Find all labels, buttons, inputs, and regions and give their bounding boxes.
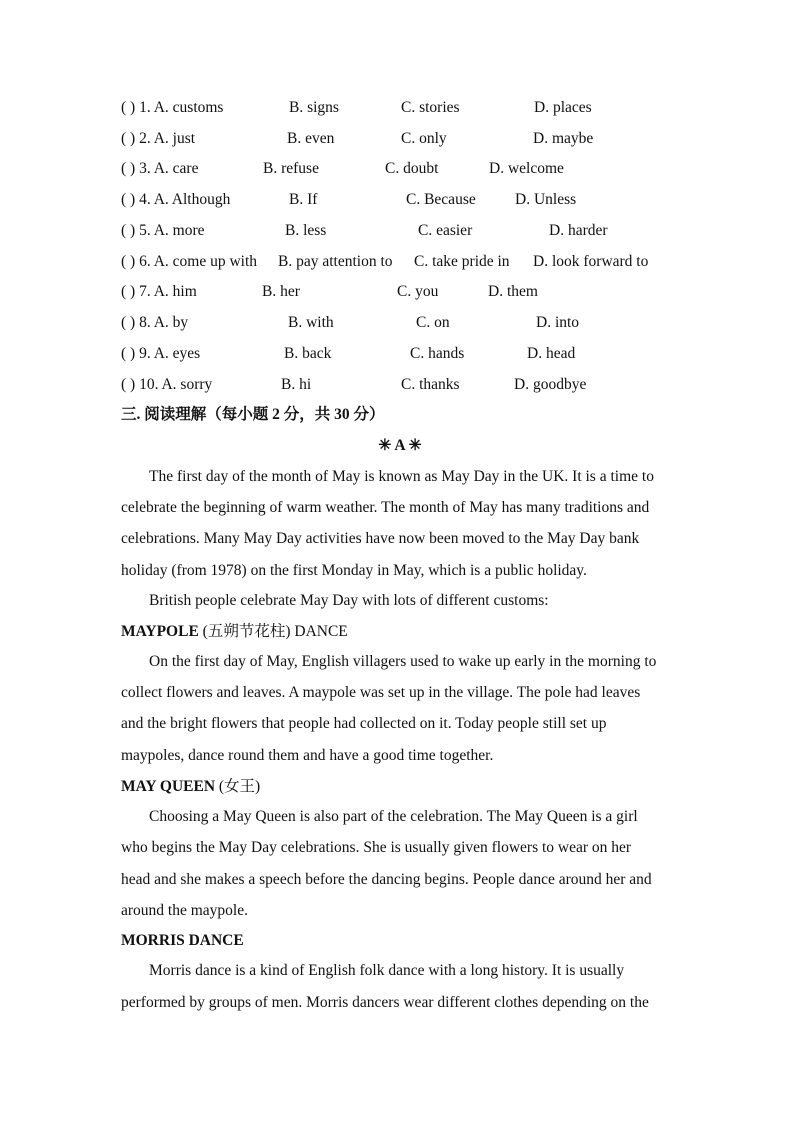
option-c: C. easier [418,222,473,239]
subheading-bold: MORRIS DANCE [121,932,244,949]
passage-line: around the maypole. [121,902,248,919]
subheading-maypole [121,621,681,643]
option-c: C. on [416,314,450,331]
passage-line: who begins the May Day celebrations. She is usually given flowers to wear on her [121,839,632,856]
option-c: C. Because [406,191,476,208]
question-row-7 [121,281,681,303]
option-b: B. even [287,130,335,147]
question-stem: ( ) 4. A. Although [121,191,231,208]
subheading-may-queen [121,776,681,798]
passage-line: holiday (from 1978) on the first Monday in May, which is a public holiday. [121,562,587,579]
option-b: B. with [288,314,334,331]
passage-line: Choosing a May Queen is also part of the celebration. The May Queen is a girl [149,808,638,825]
option-d: D. look forward to [533,253,649,270]
option-b: B. hi [281,376,312,393]
passage-line: celebrate the beginning of warm weather. The month of May has many traditions and [121,499,650,516]
question-stem: ( ) 1. A. customs [121,99,224,116]
option-d: D. them [488,283,538,300]
question-row-8 [121,312,681,334]
question-stem: ( ) 2. A. just [121,130,196,147]
option-c: C. you [397,283,439,300]
passage-line: British people celebrate May Day with lots of different customs: [149,592,549,609]
passage-line: and the bright flowers that people had collected on it. Today people still set up [121,715,607,732]
subheading-bold: MAYPOLE [121,623,199,640]
subheading-bold: MAY QUEEN [121,778,216,795]
option-d: D. places [534,99,592,116]
question-stem: ( ) 6. A. come up with [121,253,258,270]
option-d: D. harder [549,222,608,239]
section-heading: 三. 阅读理解（每小题 2 分，共 30 分） [121,406,385,423]
question-row-1 [121,97,681,119]
passage-line: performed by groups of men. Morris dancers wear different clothes depending on the [121,994,649,1011]
question-stem: ( ) 3. A. care [121,160,199,177]
passage-line: celebrations. Many May Day activities have now been moved to the May Day bank [121,530,640,547]
question-row-6 [121,251,681,273]
passage-line: On the first day of May, English villagers used to wake up early in the morning to [149,653,657,670]
subheading-rest: (女王) [215,778,261,795]
question-row-4 [121,189,681,211]
question-row-2 [121,128,681,150]
option-d: D. head [527,345,576,362]
passage-line: The first day of the month of May is known as May Day in the UK. It is a time to [149,468,654,485]
option-b: B. her [262,283,300,300]
option-c: C. thanks [401,376,460,393]
question-stem: ( ) 9. A. eyes [121,345,201,362]
option-b: B. refuse [263,160,319,177]
option-b: B. If [289,191,318,208]
question-stem: ( ) 5. A. more [121,222,205,239]
subheading-morris-dance [121,930,681,952]
option-d: D. maybe [533,130,594,147]
option-c: C. stories [401,99,460,116]
passage-line: head and she makes a speech before the dancing begins. People dance around her and [121,871,652,888]
question-stem: ( ) 7. A. him [121,283,197,300]
passage-line: collect flowers and leaves. A maypole was set up in the village. The pole had leaves [121,684,641,701]
passage-line: Morris dance is a kind of English folk dance with a long history. It is usually [149,962,625,979]
option-c: C. hands [410,345,465,362]
option-d: D. Unless [515,191,577,208]
question-row-10 [121,374,681,396]
option-b: B. back [284,345,332,362]
passage-line: maypoles, dance round them and have a good time together. [121,747,494,764]
subheading-rest: (五朔节花柱) DANCE [198,623,348,640]
option-b: B. signs [289,99,339,116]
question-stem: ( ) 8. A. by [121,314,189,331]
question-row-5 [121,220,681,242]
option-b: B. less [285,222,327,239]
question-row-9 [121,343,681,365]
option-c: C. only [401,130,447,147]
option-c: C. doubt [385,160,439,177]
option-d: D. into [536,314,580,331]
option-b: B. pay attention to [278,253,393,270]
option-d: D. welcome [489,160,564,177]
passage-title: ✳ A ✳ [378,437,422,454]
question-stem: ( ) 10. A. sorry [121,376,213,393]
option-d: D. goodbye [514,376,587,393]
option-c: C. take pride in [414,253,510,270]
question-row-3 [121,158,681,180]
